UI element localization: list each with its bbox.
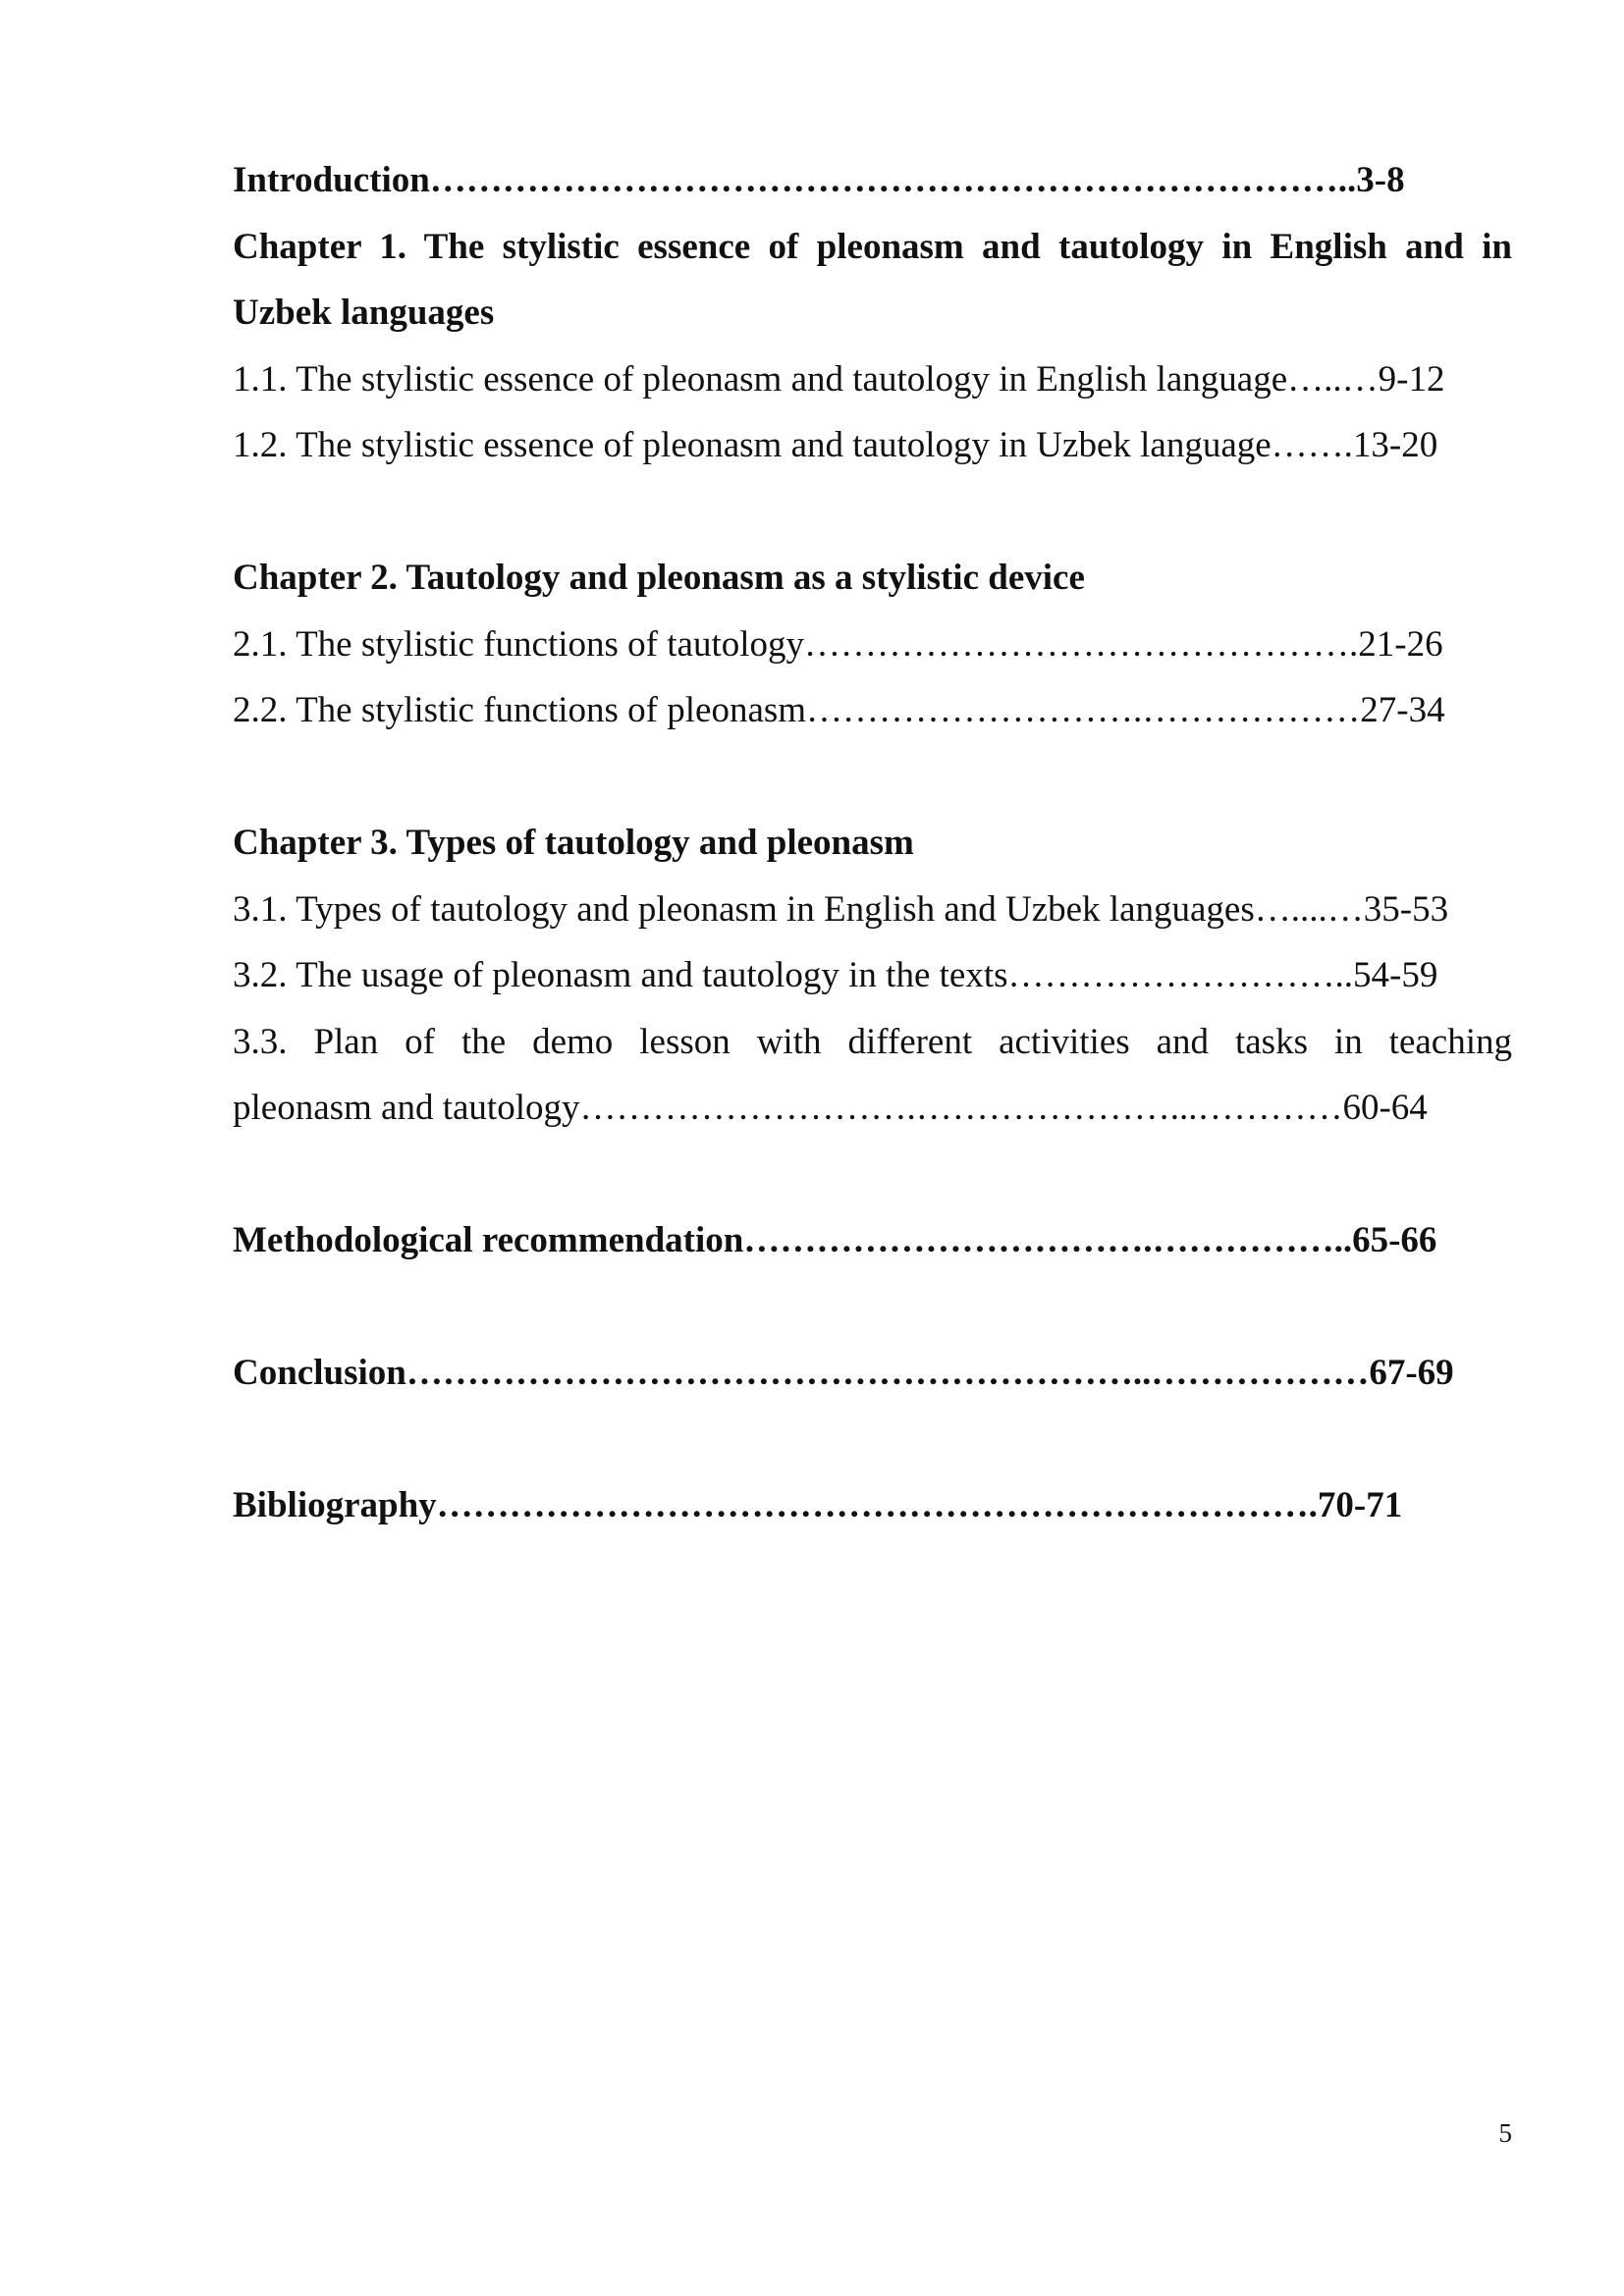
toc-entry-3-3-continued: pleonasm and tautology……………………….…………………...…………60-64 <box>233 1088 1428 1128</box>
toc-spacer <box>233 744 1512 811</box>
toc-chapter-2-heading: Chapter 2. Tautology and pleonasm as a stylistic device <box>233 558 1085 598</box>
toc-chapter-1-heading: Chapter 1. The stylistic essence of pleonasm and tautology in English and in <box>233 226 1512 267</box>
toc-spacer <box>233 1142 1512 1208</box>
toc-entry-3-2: 3.2. The usage of pleonasm and tautology in the texts………………………..54-59 <box>233 955 1438 995</box>
toc-entry-methodological-recommendation: Methodological recommendation…………………………….……………..65-66 <box>233 1220 1437 1260</box>
toc-entry-bibliography: Bibliography……………………………………………………………….70-71 <box>233 1485 1403 1525</box>
table-of-contents <box>233 147 1512 1539</box>
toc-spacer <box>233 479 1512 546</box>
toc-chapter-1-heading-continued: Uzbek languages <box>233 293 495 333</box>
toc-entry-2-1: 2.1. The stylistic functions of tautology……………………………………….21-26 <box>233 623 1443 665</box>
toc-entry-1-2: 1.2. The stylistic essence of pleonasm and tautology in Uzbek language…….13-20 <box>233 425 1438 465</box>
toc-chapter-3-heading: Chapter 3. Types of tautology and pleonasm <box>233 823 914 863</box>
toc-entry-3-3: 3.3. Plan of the demo lesson with different activities and tasks in teaching <box>233 1021 1512 1062</box>
toc-entry-1-1: 1.1. The stylistic essence of pleonasm and tautology in English language…..…9-12 <box>233 358 1445 400</box>
toc-spacer <box>233 1407 1512 1473</box>
toc-entry-conclusion: Conclusion……………………………………………………..………………67-69 <box>233 1353 1454 1393</box>
page-number: 5 <box>1498 2118 1512 2148</box>
toc-entry-introduction: Introduction…………………………………………………………………..3-8 <box>233 160 1405 200</box>
toc-entry-2-2: 2.2. The stylistic functions of pleonasm……………………….………………27-34 <box>233 690 1445 730</box>
toc-spacer <box>233 1274 1512 1341</box>
toc-entry-3-1: 3.1. Types of tautology and pleonasm in English and Uzbek languages…....…35-53 <box>233 888 1449 930</box>
